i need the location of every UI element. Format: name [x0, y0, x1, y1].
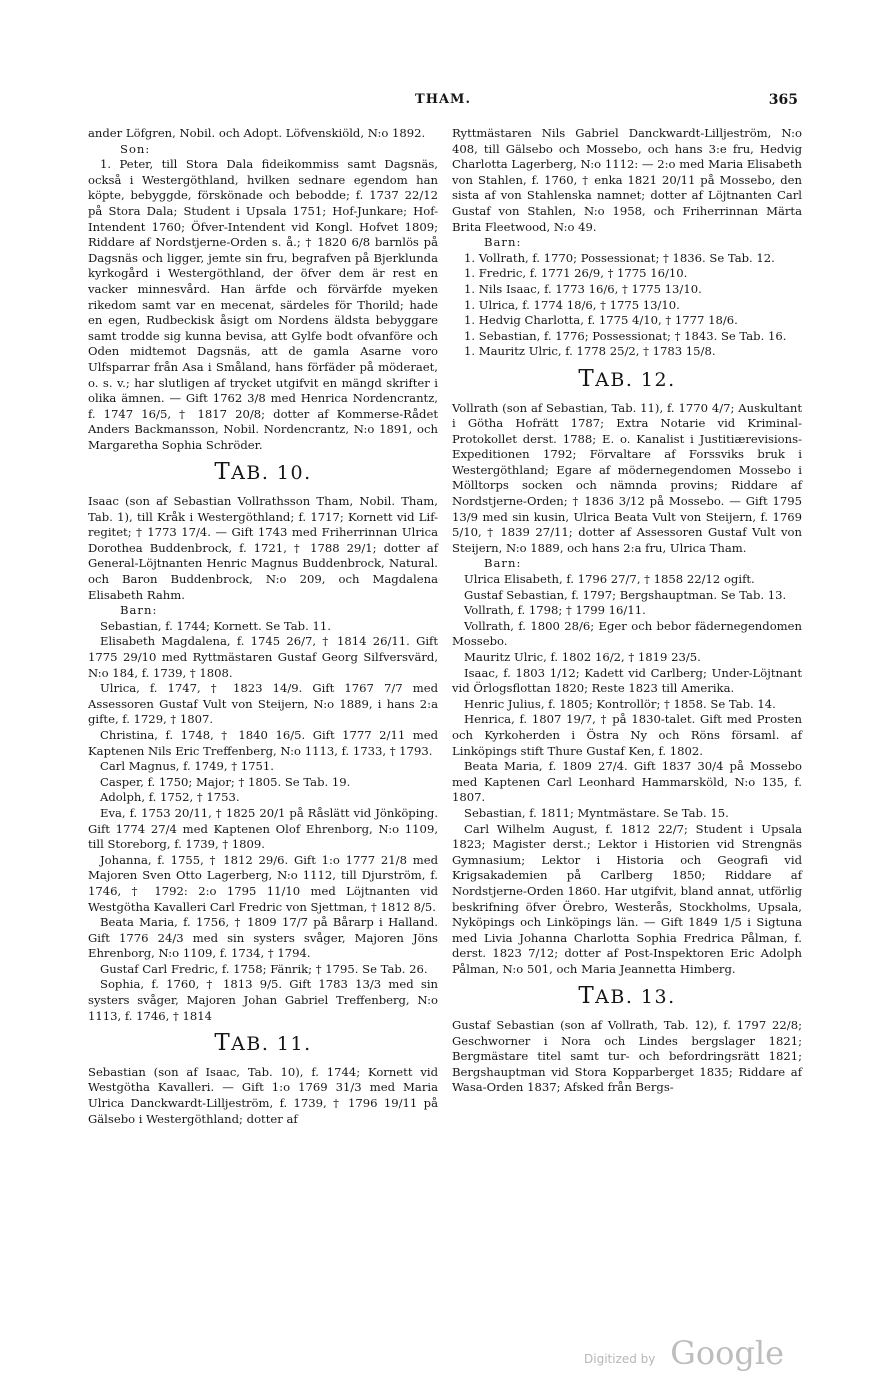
- right-column: [452, 126, 802, 1096]
- tab-11-heading-cap: T: [214, 1030, 232, 1057]
- tab-10-children-list: [88, 619, 438, 1024]
- child-entry: Ulrica, f. 1747, † 1823 14/9. Gift 1767 7/7 med Assessoren Gustaf Vult von Steijern, N:o 1889, i hans 2:a gifte, f. 1729, † 1807.: [88, 681, 438, 727]
- child-entry: Sebastian, f. 1744; Kornett. Se Tab. 11.: [100, 618, 331, 633]
- child-entry: Isaac, f. 1803 1/12; Kadett vid Carlberg; Under-Löjtnant vid Örlogsflottan 1820; Reste 1823 till Amerika.: [452, 665, 802, 696]
- child-entry: Adolph, f. 1752, † 1753.: [100, 790, 240, 805]
- child-entry: Carl Wilhelm August, f. 1812 22/7; Student i Upsala 1823; Magister derst.; Lektor i Historien vid Strengnäs Gymnasium; Lektor i Historia och Geografi vid Krigsakademien på Carlberg 1850; Riddare af Nordstjerne-Orden 1860. Har utgifvit, bland annat, utförlig beskrifning öfver Örebro, Westerås, Stockholms, Upsala, Nyköpings och Linköpings län. — Gift 1849 1/5 i Sigtuna med Livia Johanna Charlotta Sophia Fredrica Pålman, f. derst. 1823 7/12; dotter af Post-Inspektoren Eric Adolph Pålman, N:o 501, och Maria Jeannetta Himberg.: [452, 821, 802, 976]
- google-logo: Google: [670, 1334, 784, 1372]
- tab-13-heading: [452, 983, 802, 1010]
- tab-13-entry: Gustaf Sebastian (son af Vollrath, Tab. 12), f. 1797 22/8; Geschworner i Nora och Lindes bergslager 1821; Bergmästare titel samt tur- och befordringsrätt 1821; Bergshauptman vid Stora Kopparberget 1835; Riddare af Wasa-Orden 1837; Afsked från Bergs-: [452, 1018, 802, 1095]
- child-entry: Johanna, f. 1755, † 1812 29/6. Gift 1:o 1777 21/8 med Majoren Sven Otto Lagerberg, N:o 1112, till Djurström, f. 1746, † 1792: 2:o 1795 11/10 med Löjtnanten vid Westgötha Kavalleri Carl Fredric von Sjettman, † 1812 8/5.: [88, 852, 438, 914]
- running-head: [88, 92, 798, 112]
- tab-10-children-label: Barn:: [120, 603, 158, 618]
- child-entry: Mauritz Ulric, f. 1802 16/2, † 1819 23/5.: [464, 650, 701, 664]
- tab-11-children-list: [452, 251, 802, 360]
- left-column: [88, 126, 438, 1127]
- watermark-small-text: Digitized by: [584, 1352, 656, 1366]
- tab-12-entry: Vollrath (son af Sebastian, Tab. 11), f. 1770 4/7; Auskultant i Götha Hofrätt 1787; Extra Notarie vid Kriminal-Protokollet derst. 1788; E. o. Kanalist i Justitiærevisions-Expeditionen 1792; Förvaltare af Forssviks bruk i Westergöthland; Egare af mödernegendomen Mossebo i Mölltorps socken och nämnda provins; Riddare af Nordstjerne-Orden; † 1836 3/12 på Mossebo. — Gift 1795 13/9 med sin kusin, Ulrica Beata Vult von Steijern, f. 1769 5/10, † 1839 27/11; dotter af Assessoren Gustaf Vult von Steijern, N:o 1889, och hans 2:a fru, Ulrica Tham.: [452, 400, 802, 555]
- running-head-title: THAM.: [415, 92, 471, 107]
- tab-12-heading-cap: T: [578, 365, 596, 392]
- left-intro-text: ander Löfgren, Nobil. och Adopt. Löfvenskiöld, N:o 1892.: [88, 126, 426, 140]
- child-entry: Eva, f. 1753 20/11, † 1825 20/1 på Råslätt vid Jönköping. Gift 1774 27/4 med Kaptenen Olof Ehrenborg, N:o 1109, till Storeborg, f. 1739, † 1809.: [88, 805, 438, 852]
- child-entry: 1. Mauritz Ulric, f. 1778 25/2, † 1783 15/8.: [464, 344, 716, 359]
- child-entry: 1. Sebastian, f. 1776; Possessionat; † 1843. Se Tab. 16.: [464, 328, 787, 343]
- tab-12-children-label: Barn:: [484, 556, 522, 571]
- child-entry: Ulrica Elisabeth, f. 1796 27/7, † 1858 22/12 ogift.: [464, 572, 755, 587]
- tab-13-heading-cap: T: [578, 983, 596, 1010]
- child-entry: Christina, f. 1748, † 1840 16/5. Gift 1777 2/11 med Kaptenen Nils Eric Treffenberg, N:o 1113, f. 1733, † 1793.: [88, 727, 438, 758]
- child-entry: Sophia, f. 1760, † 1813 9/5. Gift 1783 13/3 med sin systers svåger, Majoren Johan Gabriel Treffenberg, N:o 1113, f. 1746, † 1814: [88, 977, 438, 1023]
- tab-10-entry: Isaac (son af Sebastian Vollrathsson Tham, Nobil. Tham, Tab. 1), till Kråk i Westergöthland; f. 1717; Kornett vid Lif-regitet; † 1773 17/4. — Gift 1743 med Friherrinnan Ulrica Dorothea Buddenbrock, f. 1721, † 1788 29/1; dotter af General-Löjtnanten Henric Magnus Buddenbrock, Natural. och Baron Buddenbrock, N:o 209, och Magdalena Elisabeth Rahm.: [88, 494, 438, 602]
- page-number: 365: [768, 92, 798, 108]
- child-entry: Casper, f. 1750; Major; † 1805. Se Tab. 19.: [100, 774, 351, 789]
- child-entry: 1. Hedvig Charlotta, f. 1775 4/10, † 1777 18/6.: [464, 313, 738, 328]
- child-entry: 1. Nils Isaac, f. 1773 16/6, † 1775 13/10.: [464, 281, 702, 296]
- tab-10-heading-cap: T: [214, 459, 232, 486]
- child-entry: Henric Julius, f. 1805; Kontrollör; † 1858. Se Tab. 14.: [464, 696, 776, 711]
- tab-12-heading: [452, 365, 802, 392]
- tab-13-heading-rest: AB. 13.: [595, 986, 676, 1009]
- child-entry: Vollrath, f. 1798; † 1799 16/11.: [464, 603, 646, 618]
- tab-11-entry: Sebastian (son af Isaac, Tab. 10), f. 1744; Kornett vid Westgötha Kavalleri. — Gift 1:o 1769 31/3 med Maria Ulrica Danckwardt-Lilljeström, f. 1739, † 1796 19/11 på Gälsebo i Westergöthland; dotter af: [88, 1064, 438, 1126]
- child-entry: Gustaf Sebastian, f. 1797; Bergshauptman. Se Tab. 13.: [464, 587, 787, 602]
- digitized-watermark: [584, 1332, 784, 1372]
- tab-10-heading-rest: AB. 10.: [231, 462, 312, 485]
- child-entry: 1. Vollrath, f. 1770; Possessionat; † 1836. Se Tab. 12.: [464, 250, 775, 265]
- child-entry: Beata Maria, f. 1809 27/4. Gift 1837 30/4 på Mossebo med Kaptenen Carl Leonhard Hammarsköld, N:o 135, f. 1807.: [452, 759, 802, 805]
- sons-label: Son:: [120, 141, 151, 156]
- child-entry: Elisabeth Magdalena, f. 1745 26/7, † 1814 26/11. Gift 1775 29/10 med Ryttmästaren Gustaf Georg Silfversvärd, N:o 184, f. 1739, † 1808.: [88, 634, 438, 680]
- tab-10-heading: [88, 459, 438, 486]
- child-entry: Henrica, f. 1807 19/7, † på 1830-talet. Gift med Prosten och Kyrkoherden i Östra Ny och Röns församl. af Linköpings stift Thure Gustaf Ken, f. 1802.: [452, 712, 802, 758]
- right-continuation-text: Ryttmästaren Nils Gabriel Danckwardt-Lilljeström, N:o 408, till Gälsebo och Mossebo, och hans 3:e fru, Hedvig Charlotta Lagerberg, N:o 1112: — 2:o med Maria Elisabeth von Stahlen, f. 1760, † enka 1821 20/11 på Mossebo, den sista af von Stahlenska namnet; dotter af Löjtnanten Carl Gustaf von Stahlen, N:o 1958, och Friherrinnan Märta Brita Fleetwood, N:o 49.: [452, 126, 802, 234]
- son-entry: 1. Peter, till Stora Dala fideikommiss samt Dagsnäs, också i Westergöthland, hvilken sednare egendom han köpte, bebyggde, förskönade och bebodde; f. 1737 22/12 på Stora Dala; Student i Upsala 1751; Hof-Junkare; Hof-Intendent 1760; Öfver-Intendent vid Kongl. Hofvet 1809; Riddare af Nordstjerne-Orden s. å.; † 1820 6/8 barnlös på Dagsnäs och ligger, jemte sin fru, begrafven på Bjerklunda kyrkogård i Westergöthland, der öfver dem är rest en vacker minnesvård. Han ärfde och förvärfde myeken rikedom samt var en mecenat, särdeles för Thorild; hade en egen, Rudbeckisk åsigt om Nordens äldsta bebyggare samt trodde sig kunna bevisa, att Gylfe bodt ofvanföre och Oden midtemot Dagsnäs, att de gamla Asarne voro Ulfsparrar från Asa i Småland, hans förfäder på möderaet, o. s. v.; har slutligen af trycket utgifvit en mängd skrifter i olika ämnen. — Gift 1762 3/8 med Henrica Nordencrantz, f. 1747 16/5, † 1817 20/8; dotter af Kommerse-Rådet Anders Backmansson, Nobil. Nordencrantz, N:o 1891, och Margaretha Sophia Schröder.: [88, 157, 438, 452]
- tab-12-heading-rest: AB. 12.: [595, 368, 676, 391]
- tab-11-heading: [88, 1030, 438, 1057]
- child-entry: 1. Fredric, f. 1771 26/9, † 1775 16/10.: [464, 266, 688, 281]
- child-entry: 1. Ulrica, f. 1774 18/6, † 1775 13/10.: [464, 297, 680, 312]
- tab-12-children-list: [452, 572, 802, 977]
- tab-11-heading-rest: AB. 11.: [231, 1033, 312, 1056]
- child-entry: Vollrath, f. 1800 28/6; Eger och bebor fädernegendomen Mossebo.: [452, 618, 802, 649]
- tab-11-children-label: Barn:: [484, 235, 522, 250]
- child-entry: Beata Maria, f. 1756, † 1809 17/7 på Bårarp i Halland. Gift 1776 24/3 med sin systers svåger, Majoren Jöns Ehrenborg, N:o 1109, f. 1734, † 1794.: [88, 915, 438, 961]
- child-entry: Carl Magnus, f. 1749, † 1751.: [100, 759, 274, 774]
- child-entry: Sebastian, f. 1811; Myntmästare. Se Tab. 15.: [464, 805, 729, 820]
- child-entry: Gustaf Carl Fredric, f. 1758; Fänrik; † 1795. Se Tab. 26.: [100, 961, 428, 976]
